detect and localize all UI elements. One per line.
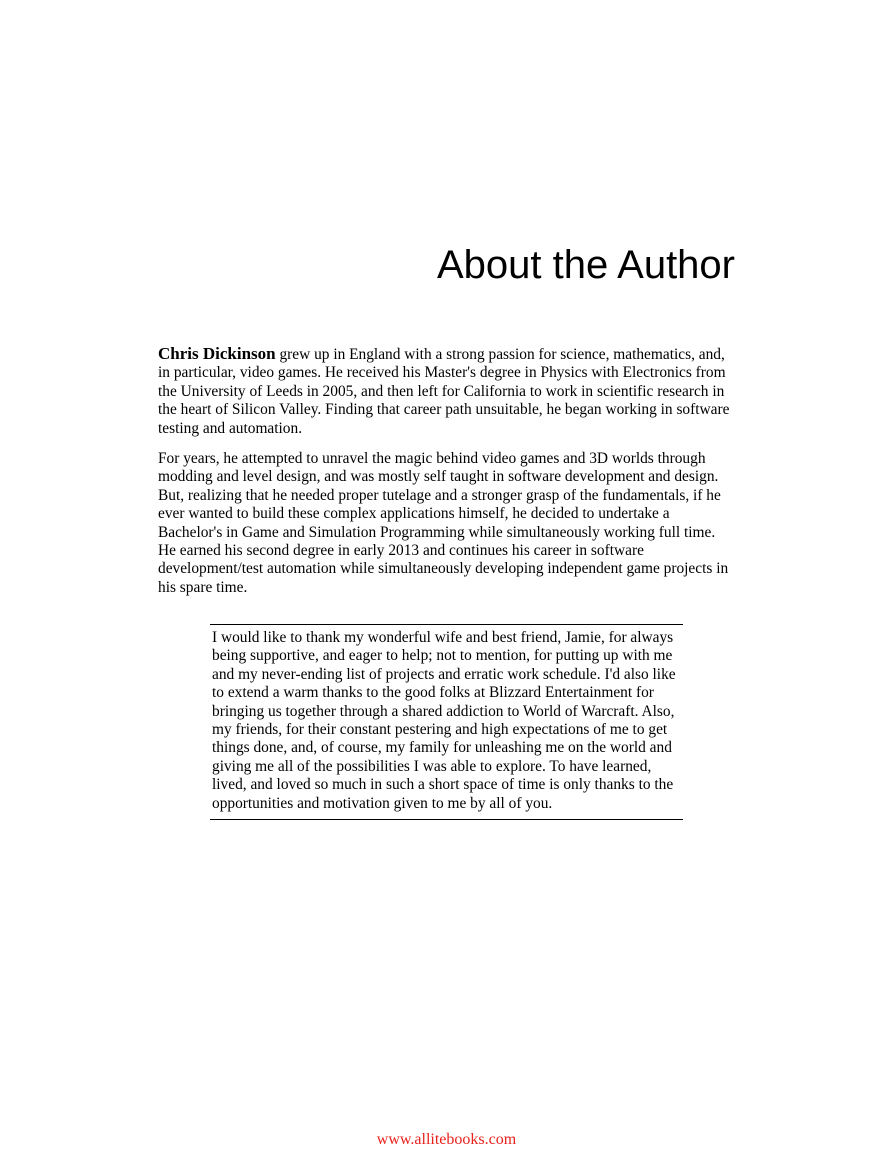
bio-paragraph-1 bbox=[158, 345, 733, 438]
author-name: Chris Dickinson bbox=[158, 344, 276, 363]
author-bio bbox=[158, 345, 733, 609]
footer-website-link[interactable]: www.allitebooks.com bbox=[376, 1131, 517, 1148]
bio-paragraph-2: For years, he attempted to unravel the magic behind video games and 3D worlds through modding and level design, and was mostly self taught in software development and design. But, realizing that he needed proper tutelage and a stronger grasp of the fundamentals, if he ever wanted to build these complex applications himself, he decided to undertake a Bachelor's in Game and Simulation Programming while simultaneously working full time. He earned his second degree in early 2013 and continues his career in software development/test automation while simultaneously developing independent game projects in his spare time. bbox=[158, 450, 729, 596]
bio-paragraph-1-text: grew up in England with a strong passion for science, mathematics, and, in particular, video games. He received his Master's degree in Physics with Electronics from the University of Leeds in 2005, and then left for California to work in scientific research in the heart of Silicon Valley. Finding that career path unsuitable, he began working in software testing and automation. bbox=[158, 346, 730, 437]
acknowledgement-text: I would like to thank my wonderful wife and best friend, Jamie, for always being supportive, and eager to help; not to mention, for putting up with me and my never-ending list of projects and erratic work schedule. I'd also like to extend a warm thanks to the good folks at Blizzard Entertainment for bringing us together through a shared addiction to World of Warcraft. Also, my friends, for their constant pestering and high expectations of me to get things done, and, of course, my family for unleashing me on the world and giving me all of the possibilities I was able to explore. To have learned, lived, and loved so much in such a short space of time is only thanks to the opportunities and motivation given to me by all of you. bbox=[212, 629, 676, 812]
acknowledgement-box bbox=[210, 624, 683, 820]
page-title: About the Author bbox=[436, 243, 735, 287]
